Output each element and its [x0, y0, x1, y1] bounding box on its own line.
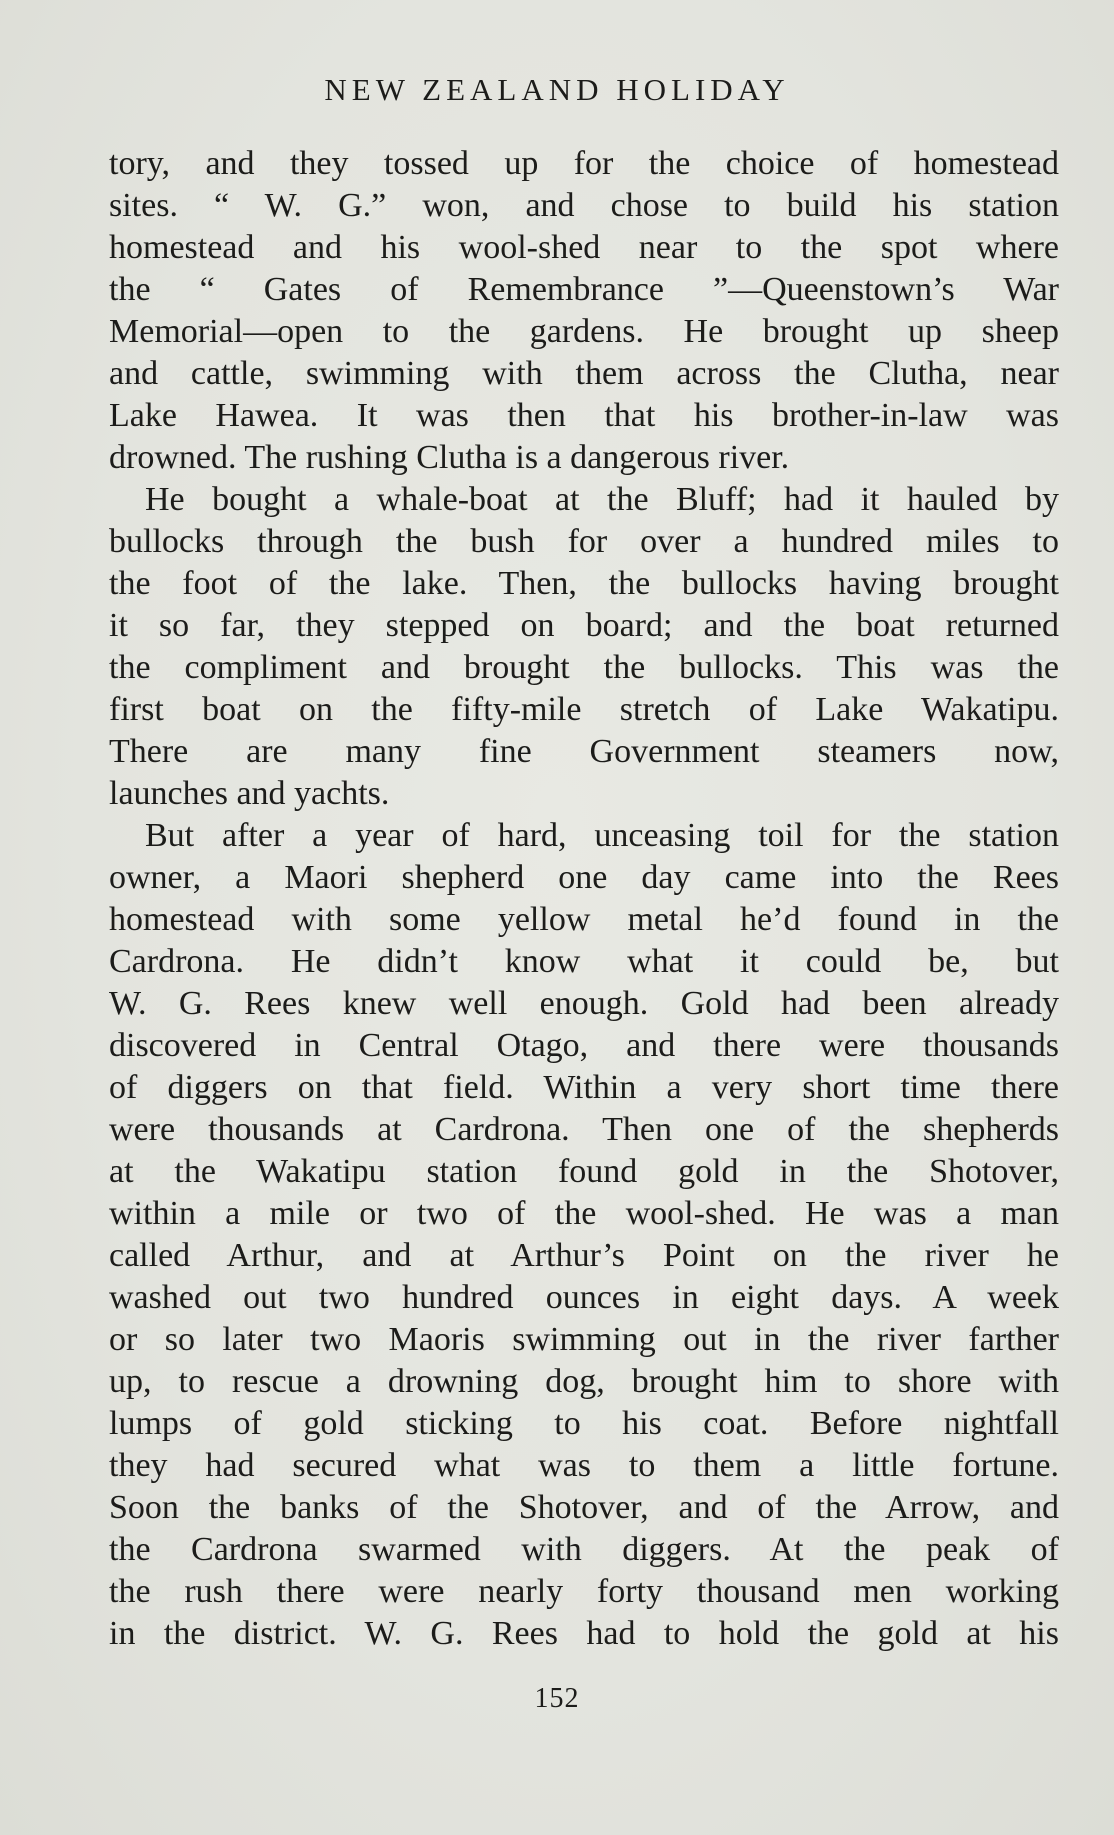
- page-number: 152: [534, 1683, 580, 1714]
- text-line: of diggers on that field. Within a very short time there: [109, 1069, 1059, 1106]
- text-line: it so far, they stepped on board; and the boat returned: [109, 607, 1059, 644]
- text-line: lumps of gold sticking to his coat. Before nightfall: [109, 1405, 1059, 1442]
- text-line: they had secured what was to them a little fortune.: [109, 1447, 1059, 1484]
- text-line: homestead with some yellow metal he’d found in the: [109, 901, 1059, 938]
- text-line: W. G. Rees knew well enough. Gold had been already: [109, 985, 1059, 1022]
- text-line: washed out two hundred ounces in eight days. A week: [109, 1279, 1059, 1316]
- text-line: in the district. W. G. Rees had to hold the gold at his: [109, 1615, 1059, 1652]
- text-line: drowned. The rushing Clutha is a dangerous river.: [109, 439, 790, 476]
- text-line: the compliment and brought the bullocks. This was the: [109, 649, 1059, 686]
- text-line: the rush there were nearly forty thousand men working: [109, 1573, 1059, 1610]
- text-line: But after a year of hard, unceasing toil for the station: [145, 817, 1059, 854]
- text-line: up, to rescue a drowning dog, brought him to shore with: [109, 1363, 1059, 1400]
- text-line: the Cardrona swarmed with diggers. At the peak of: [109, 1531, 1059, 1568]
- text-line: Cardrona. He didn’t know what it could be, but: [109, 943, 1059, 980]
- text-line: at the Wakatipu station found gold in the Shotover,: [109, 1153, 1059, 1190]
- text-line: called Arthur, and at Arthur’s Point on the river he: [109, 1237, 1059, 1274]
- text-line: sites. “ W. G.” won, and chose to build his station: [109, 187, 1059, 224]
- text-line: first boat on the fifty-mile stretch of Lake Wakatipu.: [109, 691, 1059, 728]
- paragraph-1: [109, 143, 1059, 479]
- text-line: tory, and they tossed up for the choice of homestead: [109, 145, 1059, 182]
- text-line: Soon the banks of the Shotover, and of the Arrow, and: [109, 1489, 1059, 1526]
- text-line: the foot of the lake. Then, the bullocks having brought: [109, 565, 1059, 602]
- text-line: Memorial—open to the gardens. He brought up sheep: [109, 313, 1059, 350]
- text-line: were thousands at Cardrona. Then one of the shepherds: [109, 1111, 1059, 1148]
- text-line: launches and yachts.: [109, 775, 390, 812]
- body-text: [109, 143, 1059, 1655]
- text-line: There are many fine Government steamers now,: [109, 733, 1059, 770]
- running-head: NEW ZEALAND HOLIDAY: [324, 72, 790, 107]
- text-line: discovered in Central Otago, and there were thousands: [109, 1027, 1059, 1064]
- text-line: bullocks through the bush for over a hundred miles to: [109, 523, 1059, 560]
- text-line: Lake Hawea. It was then that his brother-in-law was: [109, 397, 1059, 434]
- text-line: the “ Gates of Remembrance ”—Queenstown’s War: [109, 271, 1059, 308]
- text-line: and cattle, swimming with them across the Clutha, near: [109, 355, 1059, 392]
- paragraph-3: [109, 815, 1059, 1655]
- text-line: owner, a Maori shepherd one day came into the Rees: [109, 859, 1059, 896]
- text-line: within a mile or two of the wool-shed. He was a man: [109, 1195, 1059, 1232]
- paragraph-2: [109, 479, 1059, 815]
- text-line: He bought a whale-boat at the Bluff; had it hauled by: [145, 481, 1059, 518]
- text-line: homestead and his wool-shed near to the spot where: [109, 229, 1059, 266]
- text-line: or so later two Maoris swimming out in the river farther: [109, 1321, 1059, 1358]
